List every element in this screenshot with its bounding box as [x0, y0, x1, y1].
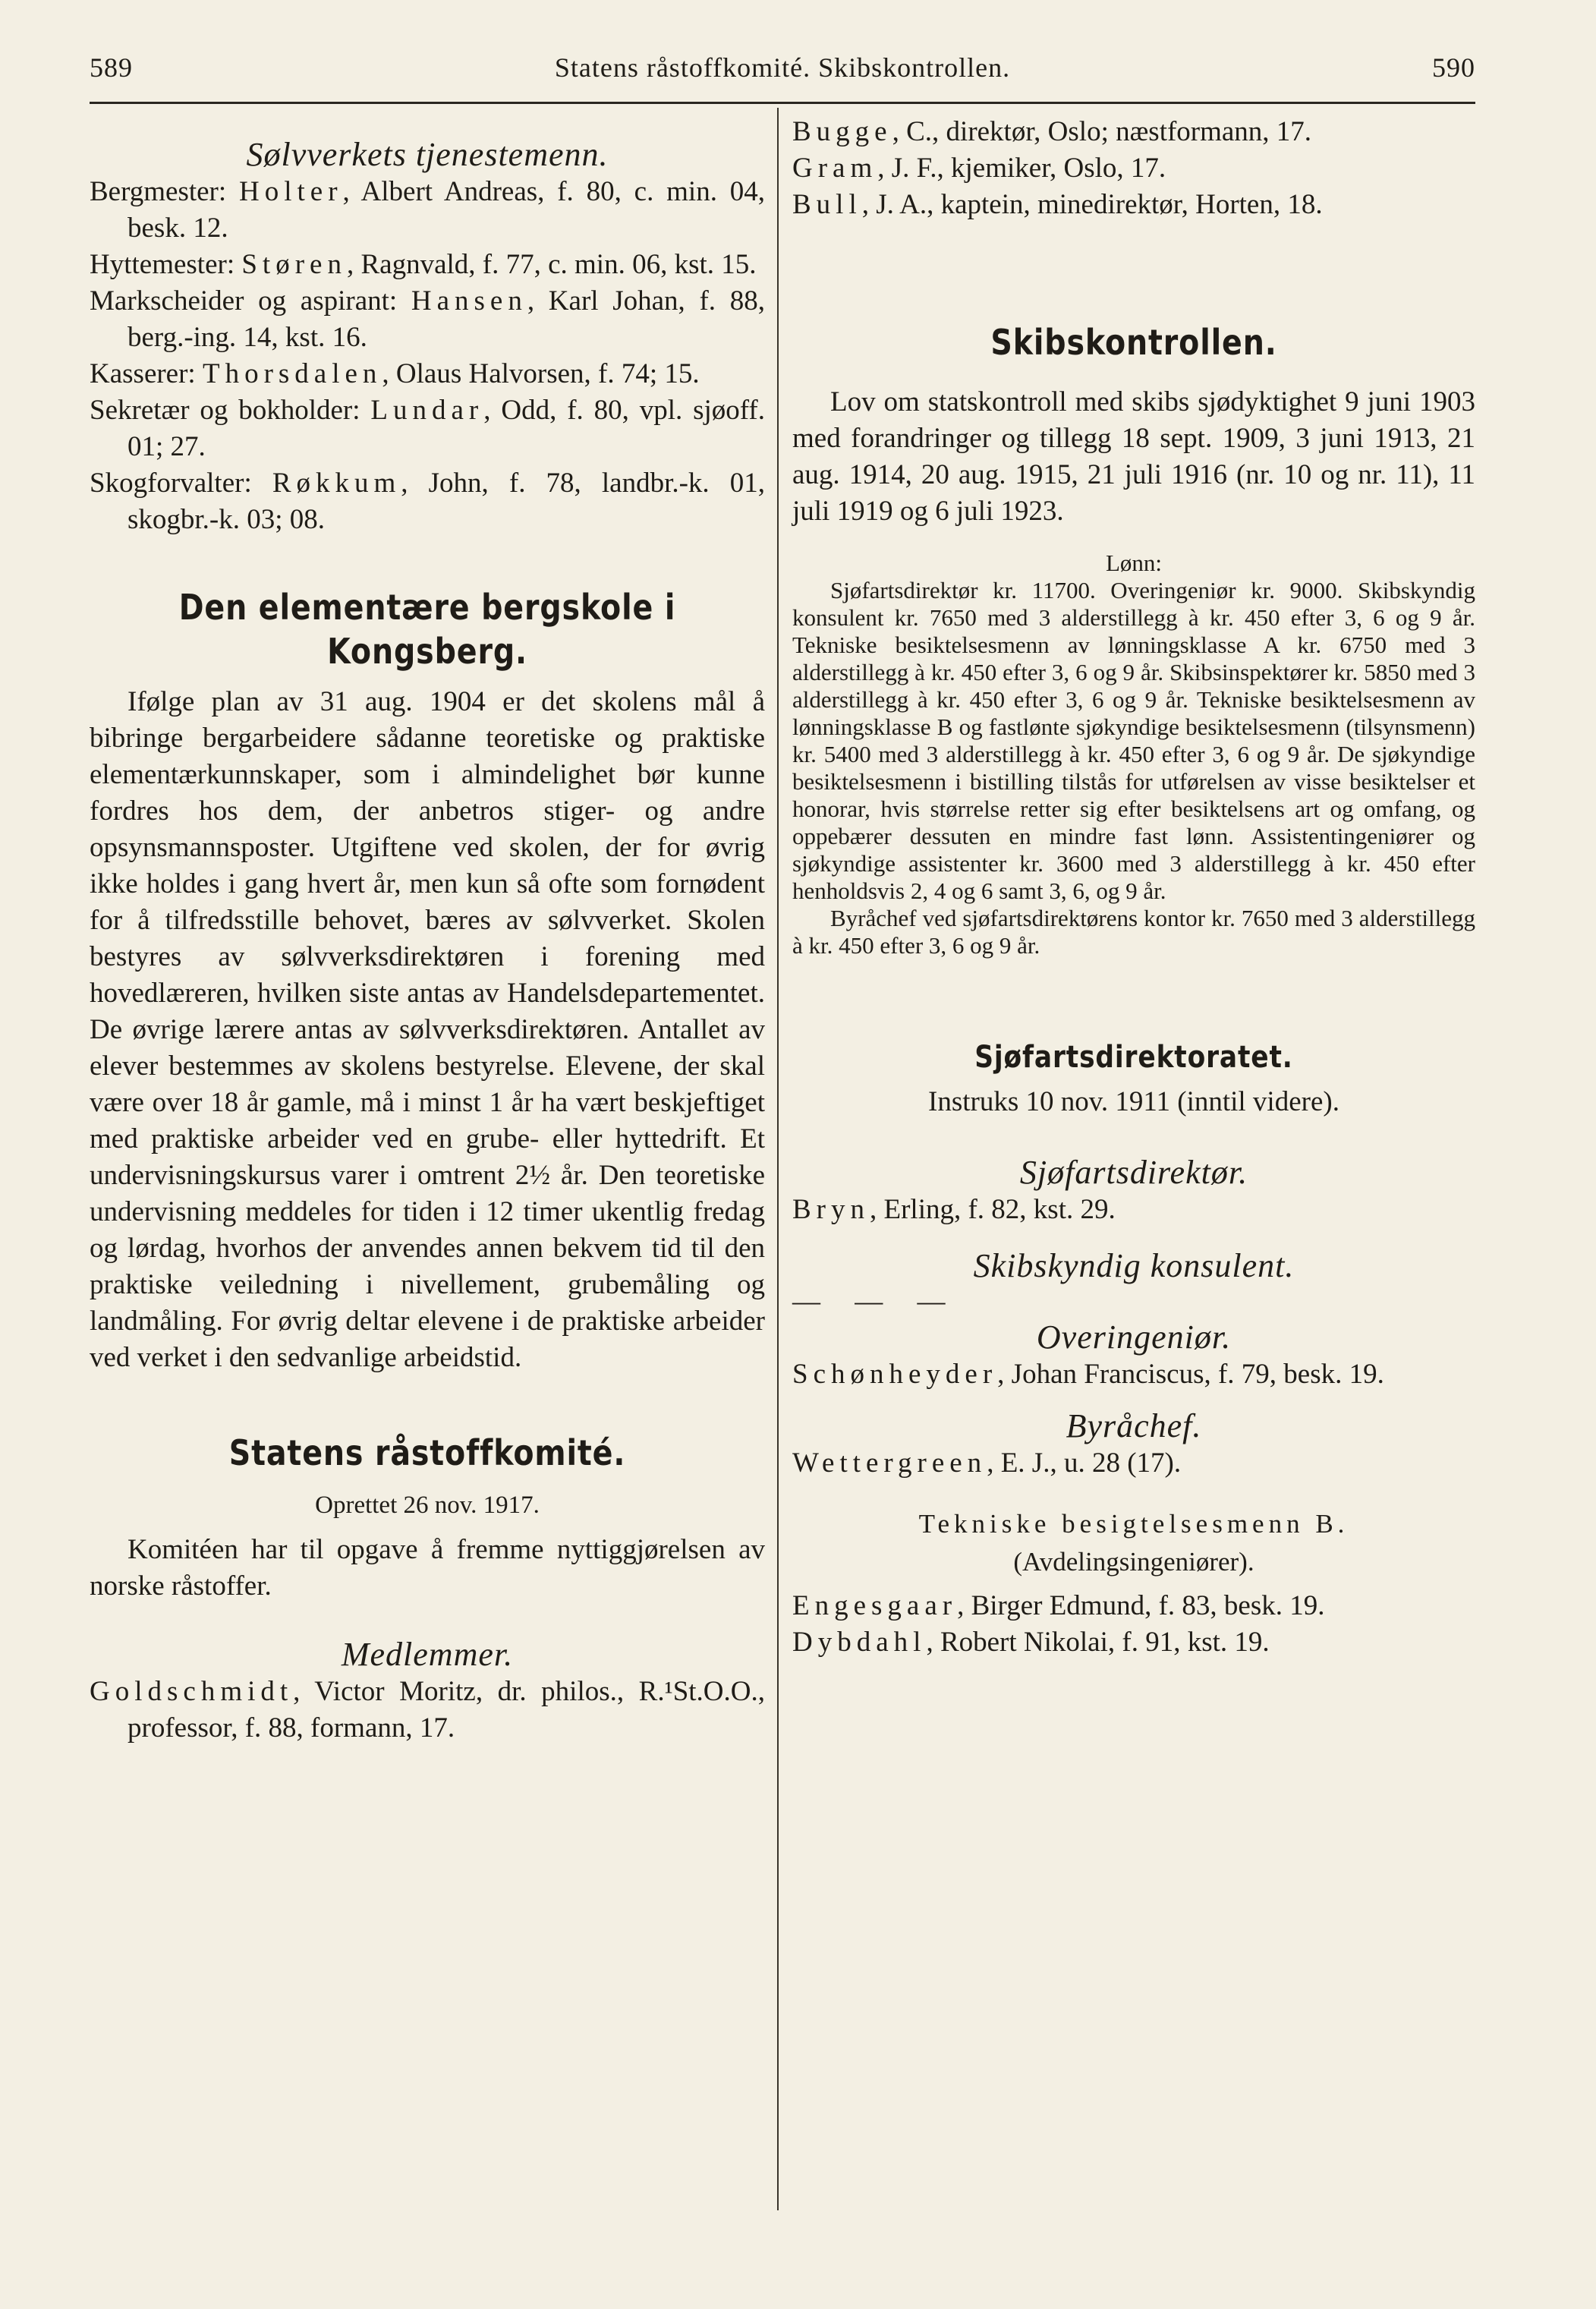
skibskontrollen-heading: Skibskontrollen. — [990, 322, 1277, 363]
member-entry: Gram, J. F., kjemiker, Oslo, 17. — [792, 153, 1166, 184]
skibskyndig-heading: Skibskyndig konsulent. — [973, 1247, 1295, 1284]
staff-entry: Markscheider og aspirant: Hansen, Karl Johan, f. 88, berg.-ing. 14, kst. 16. — [90, 285, 765, 353]
vacant-dashes: — — — — [792, 1286, 959, 1317]
schonheyder-entry: Schønheyder, Johan Franciscus, f. 79, besk. 19. — [792, 1359, 1384, 1390]
solvverkets-heading: Sølvverkets tjenestemenn. — [246, 136, 609, 173]
staff-entry: Skogforvalter: Røkkum, John, f. 78, landbr.-k. 01, skogbr.-k. 03; 08. — [90, 468, 765, 535]
right-column — [792, 114, 1475, 1661]
member-entry: Bull, J. A., kaptein, minedirektør, Horten, 18. — [792, 189, 1323, 220]
staff-entry: Sekretær og bokholder: Lundar, Odd, f. 80, vpl. sjøoff. 01; 27. — [90, 395, 766, 462]
member-entry: Goldschmidt, Victor Moritz, dr. philos., R.¹St.O.O., professor, f. 88, formann, 17. — [90, 1676, 765, 1744]
tekniske-heading: Tekniske besigtelsesmenn B. — [918, 1509, 1349, 1539]
medlemmer-heading: Medlemmer. — [341, 1636, 514, 1673]
staff-entry: Kasserer: Thorsdalen, Olaus Halvorsen, f. 74; 15. — [90, 358, 700, 389]
bryn-entry: Bryn, Erling, f. 82, kst. 29. — [792, 1194, 1116, 1225]
lonn-heading: Lønn: — [1105, 550, 1163, 576]
dybdahl-entry: Dybdahl, Robert Nikolai, f. 91, kst. 19. — [792, 1627, 1270, 1658]
raastoff-text: Komitéen har til opgave å fremme nyttiggjørelsen av norske råstoffer. — [90, 1534, 765, 1602]
raastoff-opprettet: Oprettet 26 nov. 1917. — [315, 1492, 540, 1519]
committee-members — [792, 114, 1475, 223]
avdelings-subheading: (Avdelingsingeniører). — [1013, 1547, 1254, 1577]
member-entry: Bugge, C., direktør, Oslo; næstformann, 17. — [792, 116, 1312, 147]
column-divider — [777, 108, 779, 2210]
lonn-text: Sjøfartsdirektør kr. 11700. Overingeniør kr. 9000. Skibskyndig konsulent kr. 7650 med 3 alderstillegg à kr. 450 efter 3, 6 og 9 år. Tekniske besiktelsesmenn av lønningsklasse A kr. 6750 med 3 alderstillegg à kr. 450 efter 3, 6 og 9 år. Skibsinspektører kr. 5850 med 3 alderstillegg à kr. 450 efter 3, 6 og 9 år. Tekniske besiktelsesmenn av lønningsklasse B og fastlønte sjøkyndige besiktelsesmenn (tilsynsmenn) kr. 5400 med 3 alderstillegg à kr. 450 efter 3, 6 og 9 år. De sjøkyndige besiktelsesmenn i bistilling tilstås for utførelsen av visse besiktelser et honorar, hvis størrelse retter sig efter besiktelsens art og omfang, og oppebærer dessuten en mindre fast lønn. Assistentingeniører og sjøkyndige assistenter kr. 3600 med 3 alderstillegg à kr. 450 efter henholdsvis 2, 4 og 6 samt 3, 6, og 9 år. — [792, 577, 1475, 904]
overingenior-heading: Overingeniør. — [1036, 1318, 1232, 1356]
lov-text: Lov om statskontroll med skibs sjødyktighet 9 juni 1903 med forandringer og tillegg 18 sept. 1909, 3 juni 1913, 21 aug. 1914, 20 aug. 1915, 21 juli 1916 (nr. 10 og nr. 11), 11 juli 1919 og 6 juli 1923. — [792, 386, 1475, 527]
staff-list — [90, 174, 765, 538]
byrachef-heading: Byråchef. — [1066, 1407, 1202, 1444]
byrachef-lonn-text: Byråchef ved sjøfartsdirektørens kontor kr. 7650 med 3 alderstillegg à kr. 450 efter 3, 6 og 9 år. — [792, 905, 1475, 959]
header-title: Statens råstoffkomité. Skibskontrollen. — [554, 52, 1011, 83]
engesgaar-entry: Engesgaar, Birger Edmund, f. 83, besk. 19. — [792, 1590, 1325, 1621]
sjofartsdirektor-heading: Sjøfartsdirektør. — [1019, 1154, 1248, 1191]
left-column — [90, 114, 765, 1747]
running-header — [90, 52, 1475, 90]
wettergreen-entry: Wettergreen, E. J., u. 28 (17). — [792, 1447, 1182, 1479]
sjofartsdirektoratet-heading: Sjøfartsdirektoratet. — [974, 1040, 1293, 1075]
staff-entry: Bergmester: Holter, Albert Andreas, f. 80, c. min. 04, besk. 12. — [90, 176, 766, 244]
staff-entry: Hyttemester: Støren, Ragnvald, f. 77, c. min. 06, kst. 15. — [90, 249, 757, 280]
header-rule — [90, 102, 1475, 104]
page-number-right: 590 — [1432, 52, 1475, 83]
page-number-left: 589 — [90, 52, 133, 83]
bergskole-text: Ifølge plan av 31 aug. 1904 er det skolens mål å bibringe bergarbeidere sådanne teoretiske og praktiske elementærkunnskaper, som i almindelighet bør kunne fordres hos dem, der anbetros stiger- og andre opsynsmannsposter. Utgiftene ved skolen, der for øvrig ikke holdes i gang hvert år, men kun så ofte som fornødent for å tilfredsstille behovet, bæres av sølvverket. Skolen bestyres av sølvverksdirektøren i forening med hovedlæreren, hvilken siste antas av Handelsdepartementet. De øvrige lærere antas av sølvverksdirektøren. Antallet av elever bestemmes av skolens bestyrelse. Elevene, der skal være over 18 år gamle, må i minst 1 år ha vært beskjeftiget med praktiske arbeider ved en grube- eller hyttedrift. Et undervisningskursus varer i omtrent 2½ år. Den teoretiske undervisning meddeles for tiden i 12 timer ukentlig fredag og lørdag, hvorhos der anvendes annen bekvem tid til den praktiske veiledning i nivellement, grubemåling og landmåling. For øvrig deltar elevene i de praktiske arbeider ved verket i den sedvanlige arbeidstid. — [90, 686, 765, 1373]
bergskole-heading: Den elementære bergskole i Kongsberg. — [178, 587, 676, 672]
raastoff-heading: Statens råstoffkomité. — [228, 1432, 626, 1473]
instruks-text: Instruks 10 nov. 1911 (inntil videre). — [928, 1086, 1339, 1117]
